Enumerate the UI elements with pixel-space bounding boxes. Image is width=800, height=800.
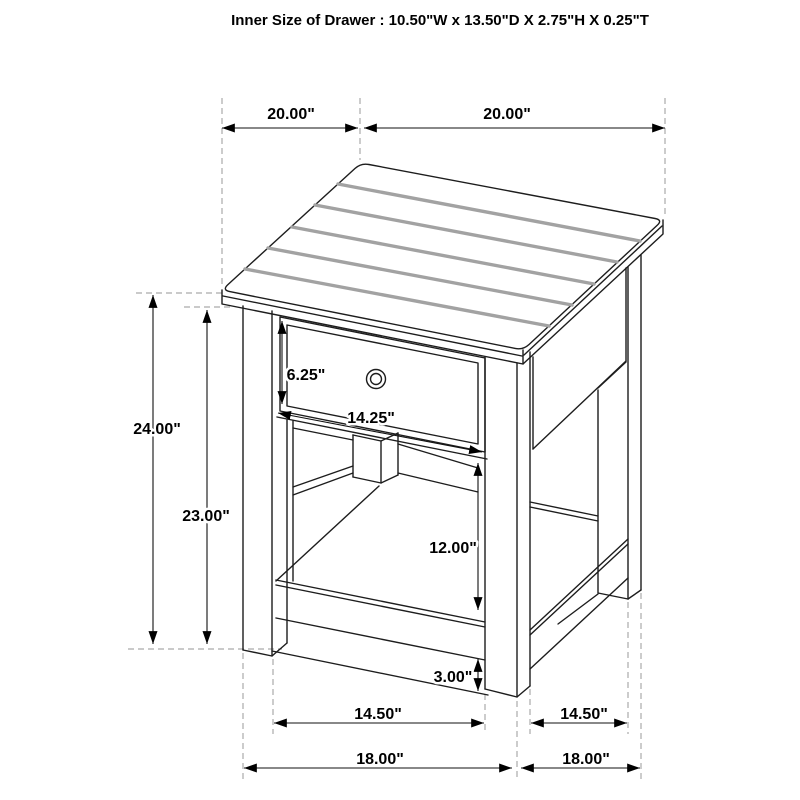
dim-label-drawer-height: 6.25" [286,367,326,384]
dim-label-drawer-width: 14.25" [347,410,395,427]
lower-shelf [272,486,628,695]
dim-label-side-outer-span: 18.00" [562,751,610,768]
end-table-drawing [222,164,663,697]
dim-label-side-inner-span: 14.50" [560,706,608,723]
tabletop-plank-lines [245,184,640,326]
dim-label-under-top-height: 23.00" [182,508,230,525]
dim-label-front-outer-span: 18.00" [356,751,404,768]
dim-label-top-depth: 20.00" [267,106,315,123]
side-apron-panel [533,268,626,449]
dim-label-overall-height: 24.00" [133,421,181,438]
dim-label-top-width: 20.00" [483,106,531,123]
dim-label-front-inner-span: 14.50" [354,706,402,723]
dim-label-shelf-thickness: 3.00" [433,669,473,686]
dimension-labels [133,12,649,768]
extension-lines [128,98,665,780]
diagram-title: Inner Size of Drawer : 10.50"W x 13.50"D X 2.75"H X 0.25"T [231,12,649,29]
tabletop [222,164,663,364]
drawer-front [277,317,487,459]
drawer-knob [367,370,386,389]
dim-label-shelf-clearance: 12.00" [429,540,477,557]
